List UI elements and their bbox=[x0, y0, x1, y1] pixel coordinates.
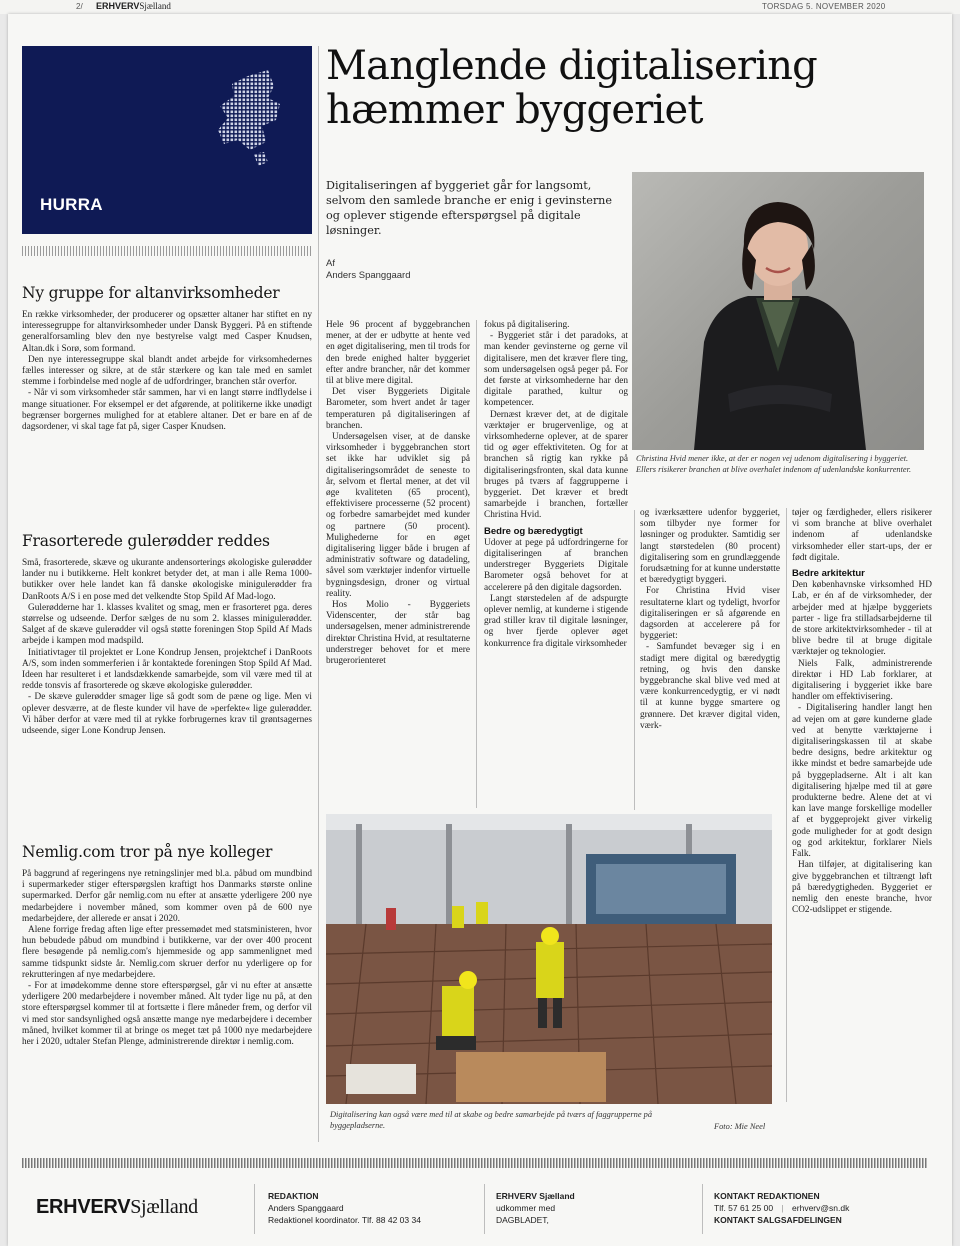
article-body: En række virksomheder, der producerer og opsætter altaner har stiftet en ny interessegruppe for altanvirksomheder under Dansk Byggeri. På en stiftende generalforsamling blev den nye bestyrelse valgt med Casper Knudsen, Altan.dk i Sorø, som formand. Den nye interessegruppe skal blandt andet arbejde for virksomhedernes fælles interesser og sikre, at de står stærkere og kan tale med en samlet stemme i forbindelse med nogle af de udfordringer, branchen står overfor. - Når vi som virksomheder står sammen, har vi en langt større indflydelse i mange situationer. For eksempel er det afgørende, at politikerne ikke unødigt begrænser borgernes mulighed for at etablere altaner. Det er bare en af de dagsordener, vi skal tage fat på, siger Casper Knudsen. bbox=[22, 310, 312, 433]
footer-erhverv: ERHVERV Sjælland udkommer med DAGBLADET, bbox=[496, 1191, 575, 1225]
page-header bbox=[0, 0, 960, 14]
sidebar-article-2 bbox=[22, 532, 312, 737]
article-column-1: Hele 96 procent af byggebranchen mener, at der er udbytte at hente ved en øget digitalisering, men til trods for den brede enighed halter byggeriet efter andre brancher, når det kommer til at blive mere digital. Det viser Byggeriets Digitale Barometer, som hvert andet år tager temperaturen på digitaliseringen af branchen. Undersøgelsen viser, at de danske virksomheder i byggebranchen stort set ikke har udviklet sig på digitaliseringsområdet de seneste to år, selvom et flertal mener, at det vil øge kvaliteten (65 procent), effektivisere processerne (52 procent) og forbedre samarbejdet med kunder og partnere (50 procent). Mulighederne for en øget digitalisering ligger både i brugen af administrativ software og datadeling, såvel som værktøjer indenfor virtuelle bygningsdesign, droner og virtual reality. Hos Molio - Byggeriets Videnscenter, der står bag undersøgelsen, mener administrerende direktør Christina Hvid, at resultaterne understreger behovet for et mere brugerorienteret bbox=[326, 320, 470, 667]
subheading: Bedre arkitektur bbox=[792, 568, 865, 580]
issue-date: TORSDAG 5. NOVEMBER 2020 bbox=[762, 2, 886, 11]
footer-heading: ERHVERV Sjælland bbox=[496, 1191, 575, 1201]
portrait-caption: Christina Hvid mener ikke, at der er nogen vej udenom digitalisering i byggeriet. Ellers risikerer branchen at blive overhalet indenom af udenlandske konkurrenter. bbox=[636, 454, 912, 474]
header-brand: ERHVERVSjælland bbox=[96, 1, 171, 11]
footer-rule bbox=[484, 1184, 485, 1234]
column-rule bbox=[318, 46, 319, 1142]
article-headline: Frasorterede gulerødder reddes bbox=[22, 532, 270, 550]
divider-stripes bbox=[22, 246, 312, 256]
sidebar-article-3 bbox=[22, 843, 312, 1048]
construction-site-photo bbox=[326, 814, 772, 1104]
footer-divider bbox=[22, 1158, 928, 1168]
article-lede: Digitaliseringen af byggeriet går for langsomt, selvom den samlede branche er enig i gevinsterne og oplever stigende efterspørgsel på digitale løsninger. bbox=[326, 179, 612, 237]
photo-credit: Foto: Mie Neel bbox=[714, 1122, 766, 1131]
article-column-3: og iværksættere udenfor byggeriet, som tilbyder nye former for løsninger og produkter. Samtidig ser langt størstedelen (80 procent) digitalisering som en grundlæggende forudsætning for at kunne understøtte et bæredygtigt byggeri. For Christina Hvid viser resultaterne klart og tydeligt, hvorfor digitaliseringen er så afgørende en dagsorden at accelerere på for byggeriet: - Samfundet bevæger sig i en stadigt mere digital og bæredygtig retning, og hvis den danske byggebranche skal blive ved med at være konkurrencedygtig, er vi nødt til at kunne bygge smartere og grønnere. Det kræver digital viden, værk- bbox=[640, 508, 780, 731]
article-headline: Ny gruppe for altanvirksomheder bbox=[22, 284, 280, 302]
sidebar-article-1 bbox=[22, 284, 312, 433]
portrait-photo bbox=[632, 172, 924, 450]
article-body: Små, frasorterede, skæve og ukurante andensorterings økologiske gulerødder lander nu i butikkerne. Helt konkret betyder det, at man i alle Rema 1000-butikker over hele landet kan få danske økologiske minigulerødder fra DanRoots A/S i en pose med det velkendte Stop Spild Af Mad-logo. Gulerødderne har 1. klasses kvalitet og smag, men er frasorteret pga. deres størrelse og udseende. Derfor sælges de nu som 2. klasses minigulerødder. Salget af de skæve gulerødder vil også støtte foreningen Stop Spild Af Mads arbejde i kampen mod madspild. Initiativtager til projektet er Lone Kondrup Jensen, projektchef i DanRoots A/S, som inden sommerferien i år kontaktede foreningen Stop Spild Af Mad. Ideen har resulteret i et landsdækkende samarbejde, som vil være med til at redde tonsvis af frasorterede og skæve økologiske gulerødder. - De skæve gulerødder smager lige så godt som de pæne og lige. Men vi oplever desværre, at de fleste kunder vil have de »perfekte« lige gulerødder. Vi håber derfor at være med til at rykke forbrugernes krav til grøntsagernes udseende, siger Lone Kondrup Jensen. bbox=[22, 558, 312, 737]
column-rule bbox=[476, 320, 477, 808]
footer-rule bbox=[254, 1184, 255, 1234]
column-rule bbox=[786, 508, 787, 1102]
construction-workers-icon bbox=[326, 814, 772, 1104]
footer-heading: KONTAKT REDAKTIONEN bbox=[714, 1191, 820, 1201]
article-body: På baggrund af regeringens nye retningslinjer med bl.a. påbud om mundbind i supermarkeder stiger efterspørgslen kraftigt hos Danmarks største online supermarked. Derfor går nemlig.com nu efter at ansætte yderligere 200 nye medarbejdere i november måned, som kommer oven på de 600 nye medarbejdere, der allerede er ansat i 2020. Alene forrige fredag aften lige efter pressemødet med statsministeren, hvor hun bebudede påbud om mundbind i butikkerne, var der over 400 procent flere besøgende på nemlig.com's hjemmeside og app sammenlignet med samme tidspunkt sidste år. Nemlig.com skruer derfor nu yderligere op for rekrutteringen af nye medarbejdere. - For at imødekomme denne store efterspørgsel, går vi nu efter at ansætte yderligere 200 medarbejdere i november måned. Alt tyder lige nu på, at den store efterspørgsel kommer til at fortsætte i flere måneder frem, og derfor vil vi med stor sandsynlighed også ansætte mange nye medarbejdere i december måned, hvilket kommer til at bringe os meget tæt på 1000 nye medarbejdere her i 2020, udtaler Stefan Plenge, administrerende direktør i nemlig.com. bbox=[22, 869, 312, 1048]
article-column-4: tøjer og færdigheder, ellers risikerer vi som branche at blive overhalet indenom af udenlandske virksomheder eller start-ups, der er født digitale. Bedre arkitektur Den københavnske virksomhed HD Lab, er én af de virksomheder, der arbejder med at hjælpe byggeriets parter - lige fra stilladsarbejderne til de store arkitektvirksomheder - til at blive bedre til at bruge digitale værktøjer og teknologier. Niels Falk, administrerende direktør i HD Lab forklarer, at digitalisering i byggeriet ikke bare handler om effektivisering. - Digitalisering handler langt hen ad vejen om at gøre kunderne glade ved at benytte værktøjerne i digitaliseringskassen til at skabe bedre designs, bedre arkitektur og ikke mindst et bedre samarbejde ude på byggepladserne. Alt i alt kan digitalisering hjælpe med til at gøre produkterne bedre. Alene det at vi kan lave mange forskellige modeller af et byggeprojekt giver virkelig gode muligheder for at godt design og god arkitektur, forklarer Niels Falk. Han tilføjer, at digitalisering kan give byggebranchen et tiltrængt løft på bæredygtigheden. Byggeriet er nemlig den eneste branche, hvor CO2-udslippet er stigende. bbox=[792, 508, 932, 916]
article-column-2: fokus på digitalisering. - Byggeriet står i det paradoks, at man kender gevinsterne og gerne vil digitalisere, men det kræver flere ting, som undersøgelsen også peger på. For det første at virksomhederne har den digitale parathed, kultur og kompetencer. Dernæst kræver det, at de digitale værktøjer er brugervenlige, og at virksomhederne oplever, at de sparer tid og øger effektiviteten. Og for at branchen så rigtig kan rykke på digitaliseringsfronten, skal data kunne bruges på tværs af faggrupperne i byggeriet. Det kræver et bredt samarbejde i branchen, fortæller Christina Hvid. Bedre og bæredygtigt Udover at pege på udfordringerne for digitaliseringen af branchen understreger Byggeriets Digitale Barometer også behovet for at accelerere på den digitale dagsorden. Langt størstedelen af de adspurgte oplever nemlig, at kunderne i stigende grad stiller krav til digitale løsninger, og hver fjerde oplever øget konkurrence fra digitale virksomheder bbox=[484, 320, 628, 649]
footer-contact: KONTAKT REDAKTIONEN Tlf. 57 61 25 00 | erhverv@sn.dk KONTAKT SALGSAFDELINGEN bbox=[714, 1191, 850, 1225]
page-number: 2/ bbox=[76, 2, 83, 11]
subheading: Bedre og bæredygtigt bbox=[484, 525, 583, 537]
person-portrait-icon bbox=[632, 172, 924, 450]
byline: Af Anders Spanggaard bbox=[326, 258, 411, 281]
footer-rule bbox=[702, 1184, 703, 1234]
footer-redaktion: REDAKTION Anders Spanggaard Redaktionel koordinator. Tlf. 88 42 03 34 bbox=[268, 1191, 421, 1225]
footer-heading: REDAKTION bbox=[268, 1191, 319, 1201]
column-rule bbox=[634, 510, 635, 810]
section-label: HURRA bbox=[40, 195, 103, 214]
photo-caption: Digitalisering kan også være med til at skabe og bedre samarbejde på tværs af faggrupperne på byggepladserne. bbox=[330, 1110, 653, 1130]
footer-heading: KONTAKT SALGSAFDELINGEN bbox=[714, 1215, 842, 1225]
contact-phone: Tlf. 57 61 25 00 bbox=[714, 1203, 774, 1213]
footer-logo: ERHVERVSjælland bbox=[36, 1196, 198, 1218]
main-headline: Manglende digitalisering hæmmer byggeriet bbox=[326, 43, 817, 133]
contact-email[interactable]: erhverv@sn.dk bbox=[792, 1203, 850, 1213]
article-headline: Nemlig.com tror på nye kolleger bbox=[22, 843, 273, 861]
